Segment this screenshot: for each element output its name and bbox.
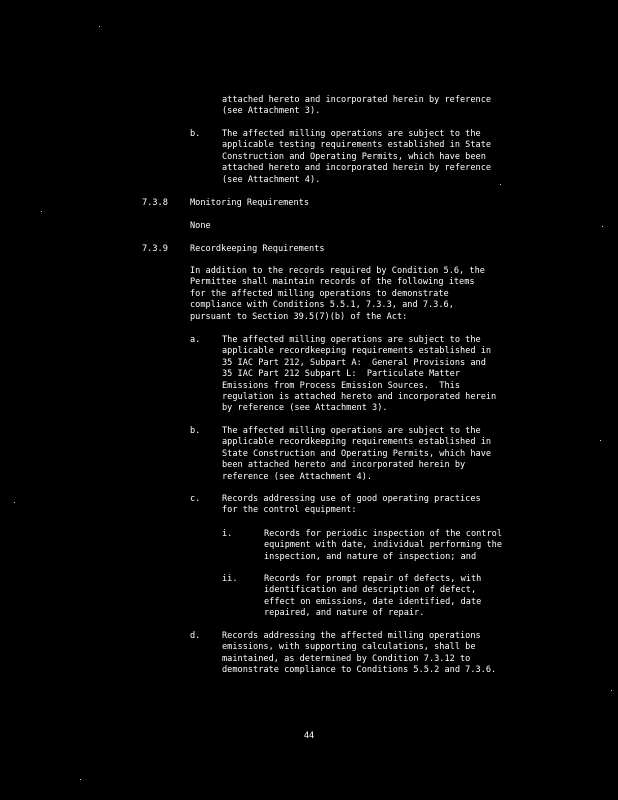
text-line: repaired, and nature of repair. — [264, 608, 425, 619]
scan-speck — [500, 184, 501, 185]
text-line: In addition to the records required by Condition 5.6, the — [190, 266, 485, 276]
text-line: (see Attachment 3). — [222, 106, 321, 117]
scan-speck — [41, 211, 42, 212]
item-d-text — [222, 631, 496, 677]
text-line: Permittee shall maintain records of the following items — [190, 277, 475, 288]
scan-speck — [600, 440, 601, 441]
scan-speck — [80, 779, 81, 780]
item-b-testing-text — [222, 129, 491, 186]
text-line: regulation is attached hereto and incorporated herein — [222, 392, 497, 403]
scan-speck — [611, 690, 612, 691]
text-line: reference (see Attachment 4). — [222, 471, 373, 482]
text-line: Records for periodic inspection of the control — [264, 529, 502, 539]
item-label-b-testing: b. — [190, 129, 201, 139]
scan-speck — [602, 226, 603, 227]
text-line: applicable recordkeeping requirements established in — [222, 437, 492, 448]
text-line: Records addressing use of good operating practices — [222, 494, 481, 504]
subitem-label-ii: ii. — [222, 574, 238, 584]
none-text: None — [190, 221, 211, 231]
text-line: applicable testing requirements established in State — [222, 140, 492, 151]
text-line: The affected milling operations are subject to the — [222, 426, 481, 436]
item-b-recordkeeping-text — [222, 426, 491, 483]
text-line: attached hereto and incorporated herein by reference — [222, 163, 492, 174]
page-number: 44 — [303, 731, 315, 741]
item-label-b-recordkeeping: b. — [190, 426, 201, 436]
subitem-i-text — [264, 529, 502, 563]
subitem-ii-text — [264, 574, 481, 620]
section-title-recordkeeping: Recordkeeping Requirements — [190, 244, 325, 254]
text-line: Records addressing the affected milling operations — [222, 631, 481, 641]
text-line: applicable recordkeeping requirements established in — [222, 346, 492, 357]
item-c-text — [222, 494, 481, 517]
text-line: emissions, with supporting calculations, shall be — [222, 642, 476, 653]
text-line: inspection, and nature of inspection; and — [264, 551, 477, 562]
intro-paragraph — [190, 266, 485, 323]
section-number-7-3-8: 7.3.8 — [142, 198, 168, 208]
section-title-monitoring: Monitoring Requirements — [190, 198, 309, 208]
text-line: The affected milling operations are subject to the — [222, 335, 481, 345]
text-line: 35 IAC Part 212 Subpart L: Particulate Matter — [222, 369, 460, 380]
text-line: compliance with Conditions 5.5.1, 7.3.3, and 7.3.6, — [190, 300, 454, 311]
text-line: 35 IAC Part 212, Subpart A: General Provisions and — [222, 357, 486, 368]
text-line: effect on emissions, date identified, date — [264, 596, 482, 607]
text-line: Records for prompt repair of defects, with — [264, 574, 482, 584]
text-line: The affected milling operations are subject to the — [222, 129, 481, 139]
text-line: demonstrate compliance to Conditions 5.5.2 and 7.3.6. — [222, 665, 497, 676]
scan-speck — [14, 502, 15, 503]
item-label-d: d. — [190, 631, 201, 641]
text-line: maintained, as determined by Condition 7.3.12 to — [222, 653, 471, 664]
text-line: (see Attachment 4). — [222, 174, 321, 185]
text-line: by reference (see Attachment 3). — [222, 403, 388, 414]
text-line: for the control equipment: — [222, 505, 357, 516]
scan-speck — [99, 26, 100, 27]
text-line: Emissions from Process Emission Sources. This — [222, 380, 460, 391]
text-line: State Construction and Operating Permits, which have — [222, 448, 492, 459]
text-line: attached hereto and incorporated herein by reference — [222, 95, 492, 105]
text-line: for the affected milling operations to demonstrate — [190, 288, 449, 299]
subitem-label-i: i. — [222, 529, 233, 539]
text-line: equipment with date, individual performing the — [264, 540, 502, 551]
text-line: identification and description of defect, — [264, 585, 477, 596]
item-label-c: c. — [190, 494, 201, 504]
text-line: Construction and Operating Permits, which have been — [222, 151, 486, 162]
continued-paragraph — [222, 95, 491, 118]
item-label-a: a. — [190, 335, 201, 345]
item-a-text — [222, 335, 496, 415]
text-line: pursuant to Section 39.5(7)(b) of the Act: — [190, 311, 408, 322]
section-number-7-3-9: 7.3.9 — [142, 244, 168, 254]
text-line: been attached hereto and incorporated herein by — [222, 460, 466, 471]
